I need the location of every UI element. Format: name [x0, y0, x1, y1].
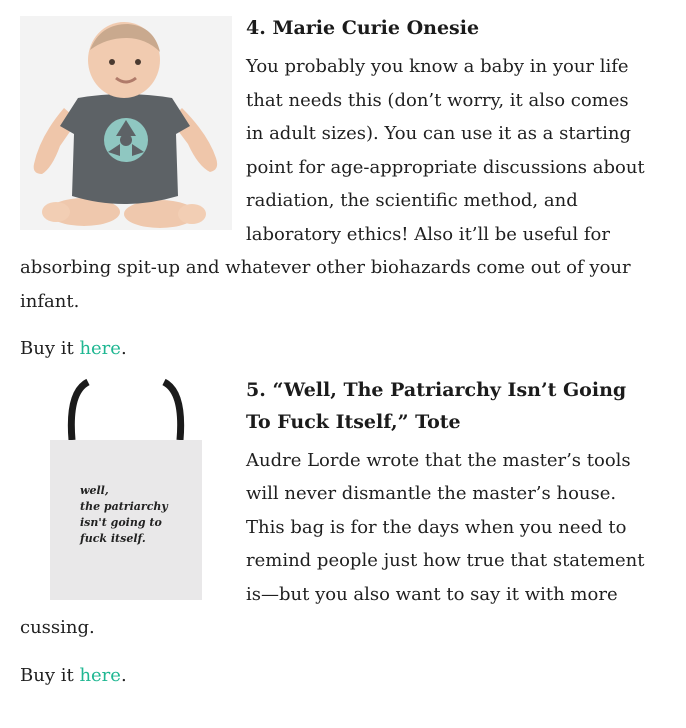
- item-title: 5. “Well, The Patriarchy Isn’t Going To Fuck Itself,” Tote: [246, 378, 627, 433]
- buy-link[interactable]: here: [79, 664, 121, 686]
- tote-text-line-3: isn't going to: [80, 515, 162, 529]
- tote-text-line-4: fuck itself.: [80, 531, 146, 545]
- item-description: Audre Lorde wrote that the master’s tools will never dismantle the master’s house. This bag is for the days when you need to remind people just how true that statement is—but you also want to say it with more cussing.: [20, 449, 645, 638]
- buy-line: [20, 332, 650, 366]
- buy-suffix: .: [120, 664, 127, 686]
- buy-prefix: Buy it: [20, 338, 80, 359]
- baby-onesie-photo: [20, 16, 232, 230]
- list-item-marie-curie-onesie: [20, 12, 650, 366]
- tote-text-line-2: the patriarchy: [80, 499, 168, 513]
- article-content: [20, 8, 650, 692]
- tote-text-line-1: well,: [80, 483, 109, 497]
- buy-line: [20, 659, 650, 693]
- item-title: 4. Marie Curie Onesie: [246, 17, 480, 39]
- tote-bag-photo: [50, 378, 202, 600]
- buy-link[interactable]: here: [79, 338, 121, 359]
- item-description: You probably you know a baby in your life that needs this (don’t worry, it also comes in adult sizes). You can use it as a starting point for age-appropriate discussions about radiation, the scientific method, and laboratory ethics! Also it’ll be useful for absorbing spit-up and whatever other biohazards come out of your infant.: [20, 56, 645, 312]
- buy-suffix: .: [120, 338, 127, 359]
- buy-prefix: Buy it: [20, 664, 80, 686]
- list-item-patriarchy-tote: [20, 372, 650, 693]
